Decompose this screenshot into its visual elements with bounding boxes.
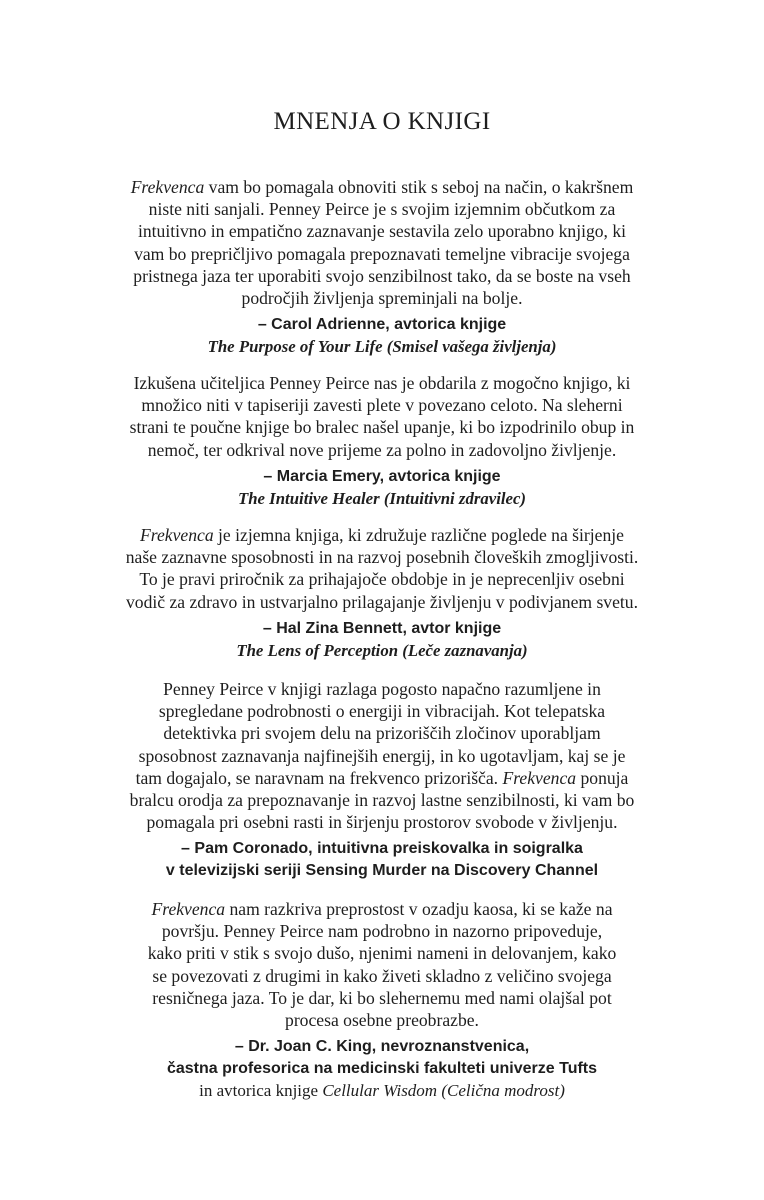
- review-attribution: [100, 838, 664, 882]
- review-author-book: in avtorica knjige Cellular Wisdom (Celična modrost): [199, 1081, 565, 1101]
- text-line: bralcu orodja za prepoznavanje in razvoj lastne senzibilnosti, ki vam bo: [129, 790, 635, 811]
- text-line: kako priti v stik s svojo dušo, njenimi nameni in delovanjem, kako: [147, 943, 617, 964]
- text-line: procesa osebne preobrazbe.: [285, 1010, 479, 1031]
- text-line: nemoč, ter odkrival nove prijeme za polno in zadovoljno življenje.: [147, 439, 617, 460]
- review-marcia-emery: [100, 372, 664, 510]
- text-line: pomagala pri osebni rasti in širjenju prostorov svobode v življenju.: [146, 812, 618, 833]
- review-attribution: [100, 618, 664, 662]
- review-author: – Pam Coronado, intuitivna preiskovalka in soigralka: [181, 840, 583, 858]
- review-text: [100, 678, 664, 833]
- text-line: naše zaznavne sposobnosti in na razvoj posebnih človeških zmogljivosti.: [125, 547, 639, 568]
- review-text: [100, 524, 664, 613]
- review-text: [100, 898, 664, 1031]
- book-title-inline: Frekvenca: [130, 177, 205, 197]
- text-line: vodič za zdravo in ustvarjalno prilagajanje življenju v podivjanem svetu.: [125, 591, 638, 612]
- review-author: – Dr. Joan C. King, nevroznanstvenica,: [234, 1038, 530, 1056]
- review-joan-king: [100, 898, 664, 1102]
- text-line: Frekvenca vam bo pomagala obnoviti stik s seboj na način, o kakršnem: [130, 177, 634, 197]
- text-line: spregledane podrobnosti o energiji in vibracijah. Kot telepatska: [158, 701, 606, 722]
- review-hal-zina-bennett: [100, 524, 664, 662]
- text-line: niste niti sanjali. Penney Peirce je s svojim izjemnim občutkom za: [148, 199, 616, 220]
- review-author-role: častna profesorica na medicinski fakulteti univerze Tufts: [166, 1060, 598, 1078]
- text-line: Penney Peirce v knjigi razlaga pogosto napačno razumljene in: [163, 679, 601, 699]
- review-author: – Hal Zina Bennett, avtor knjige: [262, 619, 502, 637]
- review-book-title: The Intuitive Healer (Intuitivni zdravilec): [237, 488, 527, 508]
- book-title-inline: Frekvenca: [140, 525, 214, 545]
- review-book-title: The Lens of Perception (Leče zaznavanja): [236, 640, 528, 660]
- review-attribution: [100, 466, 664, 510]
- review-book-title: The Purpose of Your Life (Smisel vašega življenja): [207, 337, 557, 357]
- review-carol-adrienne: [100, 176, 664, 358]
- review-author-role: v televizijski seriji Sensing Murder na Discovery Channel: [165, 862, 599, 880]
- book-title-inline: Frekvenca: [151, 899, 226, 919]
- review-text: [100, 372, 664, 461]
- review-pam-coronado: [100, 678, 664, 882]
- page-title: MNENJA O KNJIGI: [273, 108, 491, 135]
- text-line: sposobnost zaznavanja najfinejših energij, in ko ugotavljam, kaj se je: [138, 745, 626, 766]
- text-line: strani te poučne knjige bo bralec našel upanje, ki bo izpodrinilo obup in: [129, 417, 635, 438]
- text-line: množico niti v tapiseriji zavesti plete v povezano celoto. Na sleherni: [141, 395, 623, 416]
- review-attribution: [100, 314, 664, 358]
- text-line: Frekvenca je izjemna knjiga, ki združuje različne poglede na širjenje: [140, 525, 624, 545]
- text-line: se povezovati z drugimi in kako živeti skladno z veličino svojega: [152, 965, 612, 986]
- text-line: Frekvenca nam razkriva preprostost v ozadju kaosa, ki se kaže na: [151, 899, 613, 919]
- text-line: detektivka pri svojem delu na prizoriščih zločinov uporabljam: [163, 723, 601, 744]
- review-book-title: Cellular Wisdom (Celična modrost): [322, 1081, 565, 1101]
- book-title-inline: Frekvenca: [502, 767, 577, 788]
- text-line: resničnega jaza. To je dar, ki bo slehernemu med nami olajšal pot: [152, 987, 612, 1008]
- text-line: intuitivno in empatično zaznavanje sestavila zelo uporabno knjigo, ki: [137, 221, 627, 242]
- text-line: Izkušena učiteljica Penney Peirce nas je obdarila z mogočno knjigo, ki: [133, 373, 631, 393]
- text-line: področjih življenja spreminjali na bolje.: [241, 288, 523, 309]
- text-line: pristnega jaza ter uporabiti svojo senzibilnost tako, da se boste na vseh: [133, 265, 631, 286]
- text-line: To je pravi priročnik za prihajajoče obdobje in je neprecenljiv osebni: [139, 569, 625, 590]
- text-line: vam bo prepričljivo pomagala prepoznavati temeljne vibracije svojega: [134, 243, 630, 264]
- text-line: površju. Penney Peirce nam podrobno in nazorno pripoveduje,: [161, 921, 603, 942]
- text-line: tam dogajalo, se naravnam na frekvenco prizorišča. Frekvenca ponuja: [135, 767, 629, 788]
- review-author: – Carol Adrienne, avtorica knjige: [257, 316, 507, 334]
- review-text: [100, 176, 664, 309]
- review-author: – Marcia Emery, avtorica knjige: [263, 467, 501, 485]
- review-attribution: [100, 1036, 664, 1102]
